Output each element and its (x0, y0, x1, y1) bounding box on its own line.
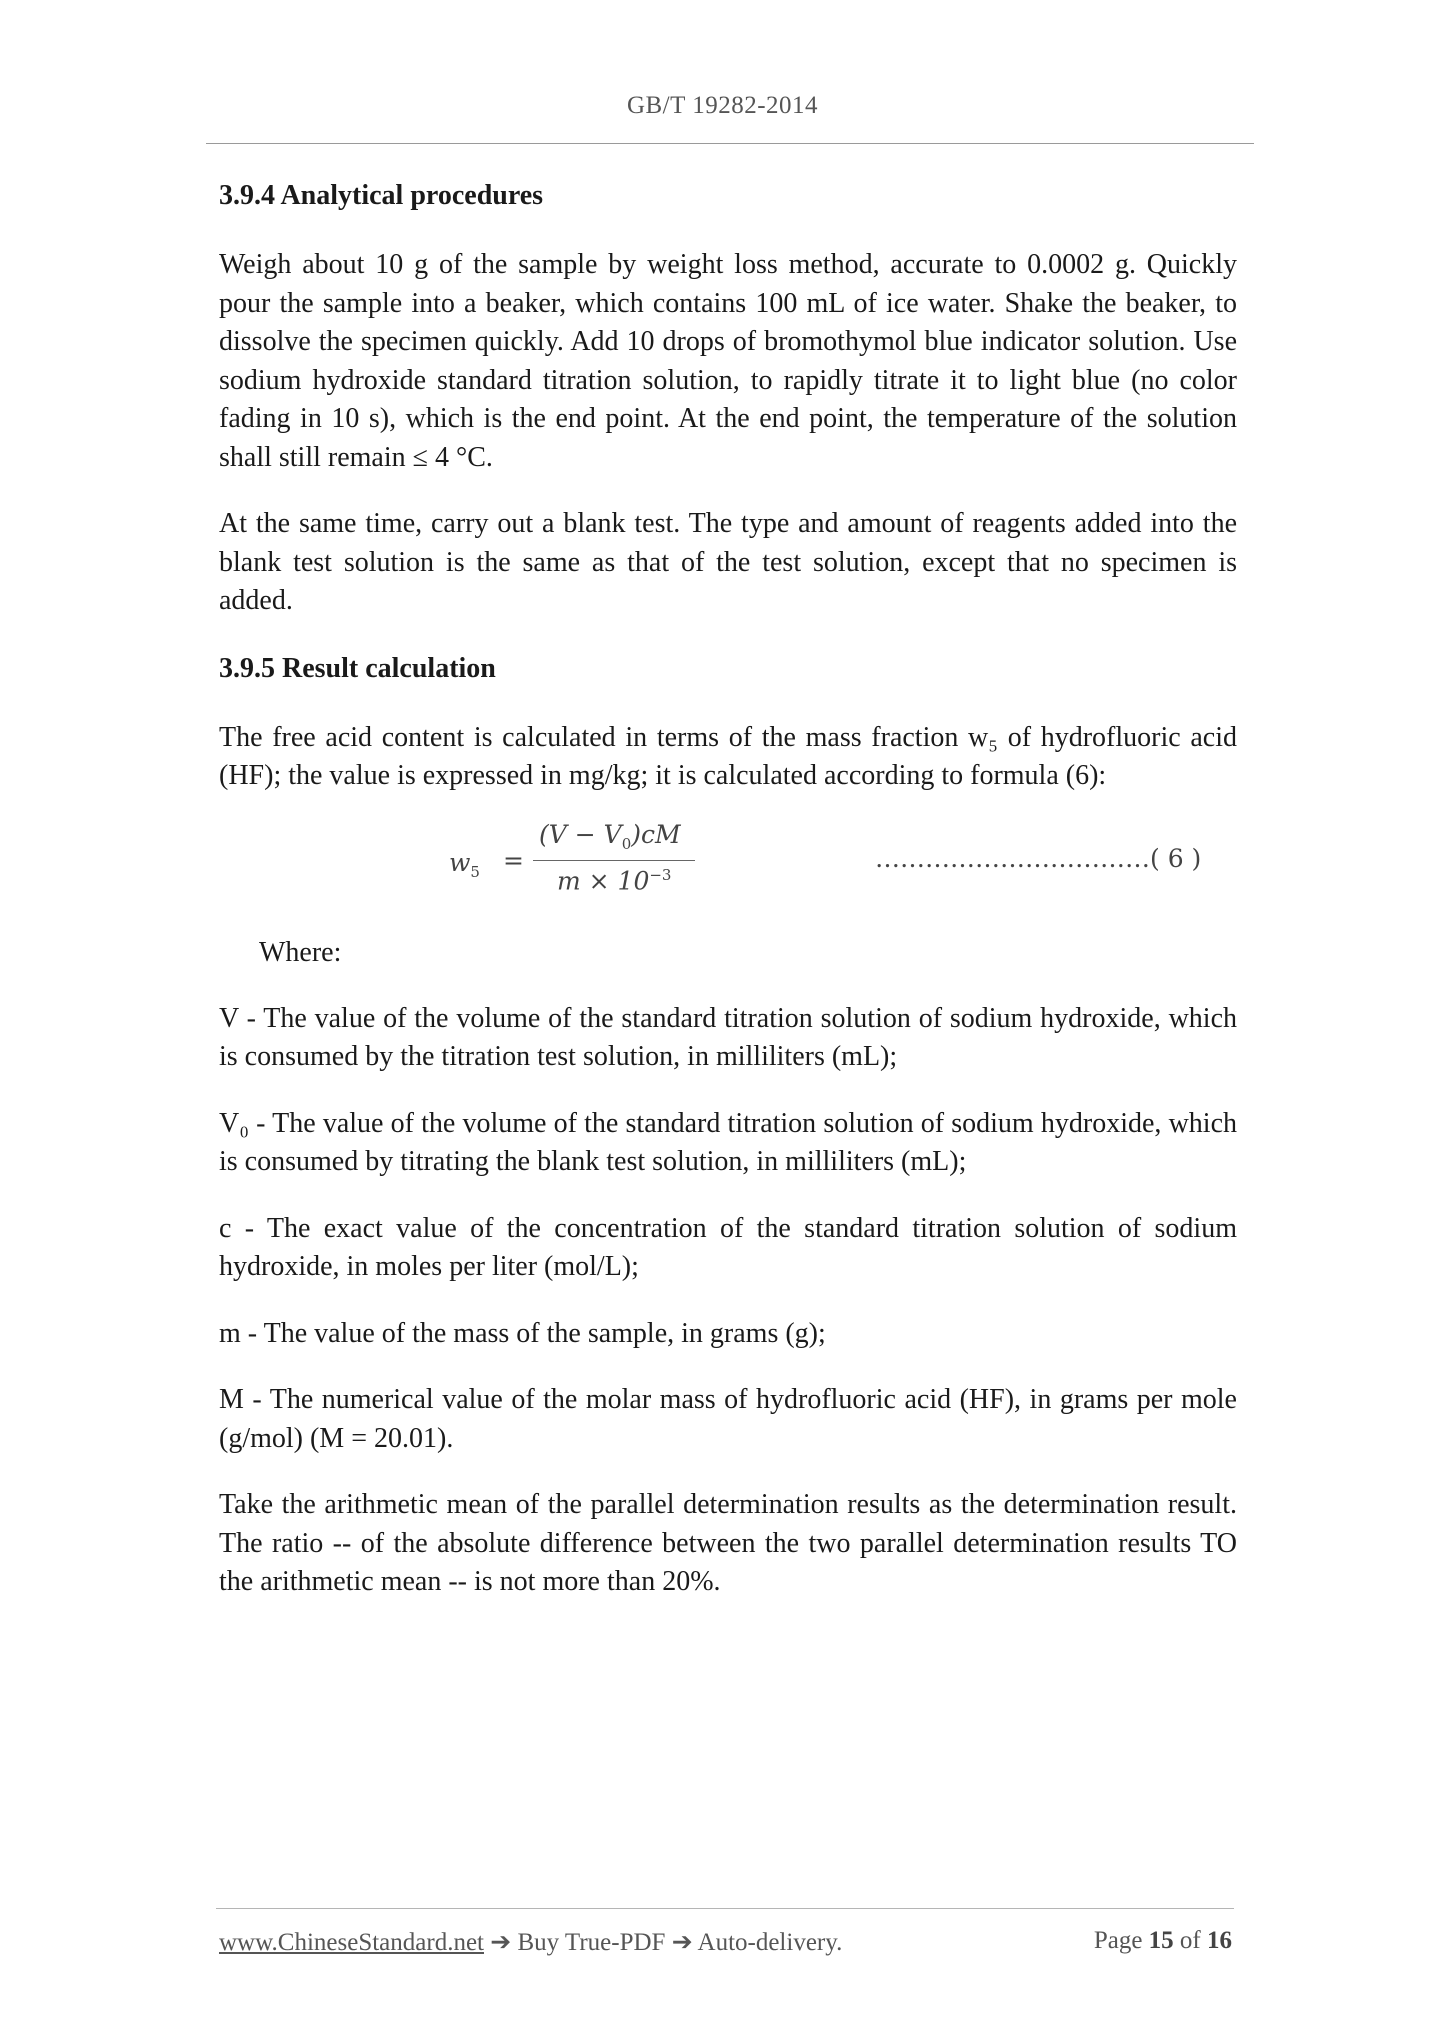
formula-numerator: $(V - V_0)cM$ (539, 819, 681, 853)
paragraph-procedure: Weigh about 10 g of the sample by weight loss method, accurate to 0.0002 g. Quickly pour the sample into a beaker, which contains 100 mL of ice water. Shake the beaker, to dissolve the specimen quickly. Add 10 drops of bromothymol blue indicator solution. Use sodium hydroxide standard titration solution, to rapidly titrate it to light blue (no color fading in 10 s), which is the end point. At the end point, the temperature of the solution shall still remain ≤ 4 °C. (219, 249, 1237, 473)
buy-true-pdf-text: Buy True-PDF (517, 1929, 666, 1956)
definition-V0: V₀ - The value of the volume of the standard titration solution of sodium hydroxide, which is consumed by titrating the blank test solution, in milliliters (mL); (219, 1107, 1237, 1177)
page-content (219, 176, 1237, 1630)
formula-lhs: $w_5$ (449, 847, 480, 881)
footer-promo (219, 1927, 842, 1957)
formula-number: ……………………………( 6 ) (875, 843, 1202, 873)
section-title-result-calculation: 3.9.5 Result calculation (219, 652, 496, 684)
definition-V: V - The value of the volume of the standard titration solution of sodium hydroxide, which is consumed by the titration test solution, in milliliters (mL); (219, 1002, 1237, 1072)
document-header: GB/T 19282-2014 (626, 92, 819, 119)
formula-equals: = (503, 845, 524, 875)
auto-delivery-text: Auto-delivery. (697, 1929, 843, 1956)
definition-M: M - The numerical value of the molar mass of hydrofluoric acid (HF), in grams per mole (g/mol) (M = 20.01). (219, 1384, 1237, 1454)
arrow-icon: ➔ (671, 1929, 693, 1956)
page-number: Page 15 of 16 (1093, 1927, 1232, 1954)
paragraph-conclusion: Take the arithmetic mean of the parallel determination results as the determination result. The ratio -- of the absolute difference between the two parallel determination results TO the arithmetic mean -- is not more than 20%. (219, 1489, 1237, 1597)
definition-m: m - The value of the mass of the sample, in grams (g); (219, 1317, 826, 1349)
where-label: Where: (259, 936, 342, 968)
page-current: 15 (1148, 1927, 1174, 1954)
formula-denominator: $m \times 10^{-3}$ (557, 865, 672, 895)
page-total: 16 (1207, 1927, 1232, 1954)
arrow-icon: ➔ (490, 1929, 512, 1956)
definition-c: c - The exact value of the concentration of the standard titration solution of sodium hydroxide, in moles per liter (mol/L); (219, 1212, 1237, 1282)
paragraph-blank-test: At the same time, carry out a blank test. The type and amount of reagents added into the blank test solution is the same as that of the test solution, except that no specimen is added. (219, 508, 1237, 616)
header-divider (206, 143, 1254, 144)
site-link[interactable]: www.ChineseStandard.net (219, 1929, 484, 1956)
section-title-analytical-procedures: 3.9.4 Analytical procedures (219, 180, 544, 211)
footer-divider (216, 1908, 1234, 1909)
paragraph-formula-intro: The free acid content is calculated in terms of the mass fraction w₅ of hydrofluoric acid (HF); the value is expressed in mg/kg; it is calculated according to formula (6): (219, 721, 1237, 791)
formula-6 (219, 820, 1237, 908)
fraction-bar (533, 860, 695, 861)
